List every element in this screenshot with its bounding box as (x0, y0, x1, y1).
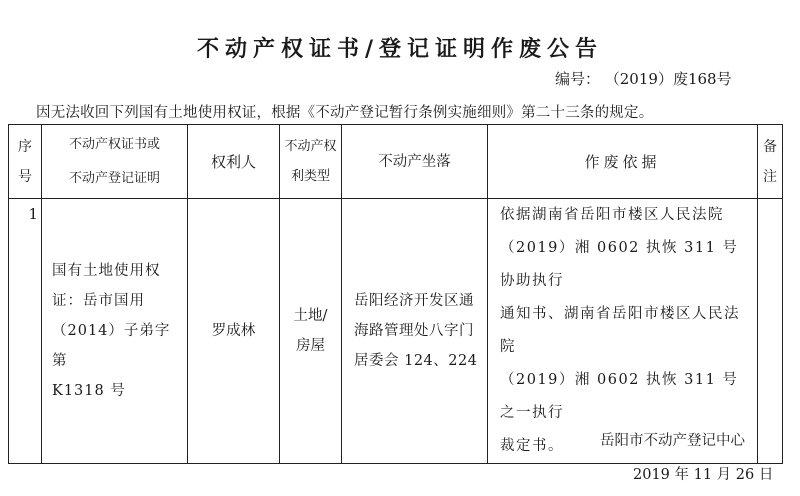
table-header-row (9, 125, 783, 199)
header-remarks-line: 备 (763, 138, 777, 155)
header-certificate-line: 不动产权证书或 (68, 136, 160, 152)
basis-line: 通知书、湖南省岳阳市楼区人民法院 (500, 306, 740, 355)
location-line: 居委会 124、224 (354, 353, 478, 369)
row-remarks (758, 199, 783, 464)
basis-line: （2019）湘 0602 执恢 311 号协助执行 (500, 240, 739, 289)
certificate-line: （2014）子弟字第 (52, 323, 171, 369)
table-row (9, 199, 783, 464)
issue-date: 2019 年 11 月 26 日 (633, 467, 774, 483)
row-holder: 罗成林 (188, 199, 280, 464)
basis-line: 裁定书。 (500, 438, 564, 454)
certificate-line: 国有土地使用权 (52, 263, 161, 279)
void-notice-table (8, 124, 783, 464)
header-index (9, 125, 42, 199)
header-certificate-line: 不动产登记证明 (68, 170, 160, 186)
certificate-line: K1318 号 (52, 383, 126, 399)
notice-title: 不动产权证书/登记证明作废公告 (196, 36, 604, 62)
header-holder: 权利人 (188, 125, 280, 199)
certificate-line: 证：岳市国用 (52, 293, 145, 309)
basis-line: （2019）湘 0602 执恢 311 号之一执行 (500, 372, 739, 421)
right-type-line: 房屋 (296, 338, 325, 354)
header-certificate (42, 125, 188, 199)
header-index-line: 序 (18, 138, 32, 155)
header-remarks (758, 125, 783, 199)
row-right-type (280, 199, 342, 464)
row-certificate (42, 199, 188, 464)
right-type-line: 土地/ (293, 308, 328, 324)
document-number: 编号： （2019）废168号 (555, 70, 732, 88)
header-right-type-line: 利类型 (290, 168, 330, 184)
header-right-type (280, 125, 342, 199)
header-right-type-line: 不动产权 (284, 138, 337, 154)
intro-paragraph: 因无法收回下列国有土地使用权证，根据《不动产登记暂行条例实施细则》第二十三条的规定。 (36, 105, 654, 121)
location-line: 岳阳经济开发区通 (354, 293, 474, 309)
row-location (342, 199, 488, 464)
header-basis: 作废依据 (488, 125, 758, 199)
basis-line: 依据湖南省岳阳市楼区人民法院 (500, 207, 724, 223)
header-location: 不动产坐落 (342, 125, 488, 199)
issuer-name: 岳阳市不动产登记中心 (600, 433, 745, 449)
header-remarks-line: 注 (763, 168, 777, 185)
location-line: 海路管理处八字门 (354, 323, 474, 339)
header-index-line: 号 (18, 168, 32, 185)
row-index: 1 (9, 199, 42, 464)
row-basis (488, 199, 758, 464)
